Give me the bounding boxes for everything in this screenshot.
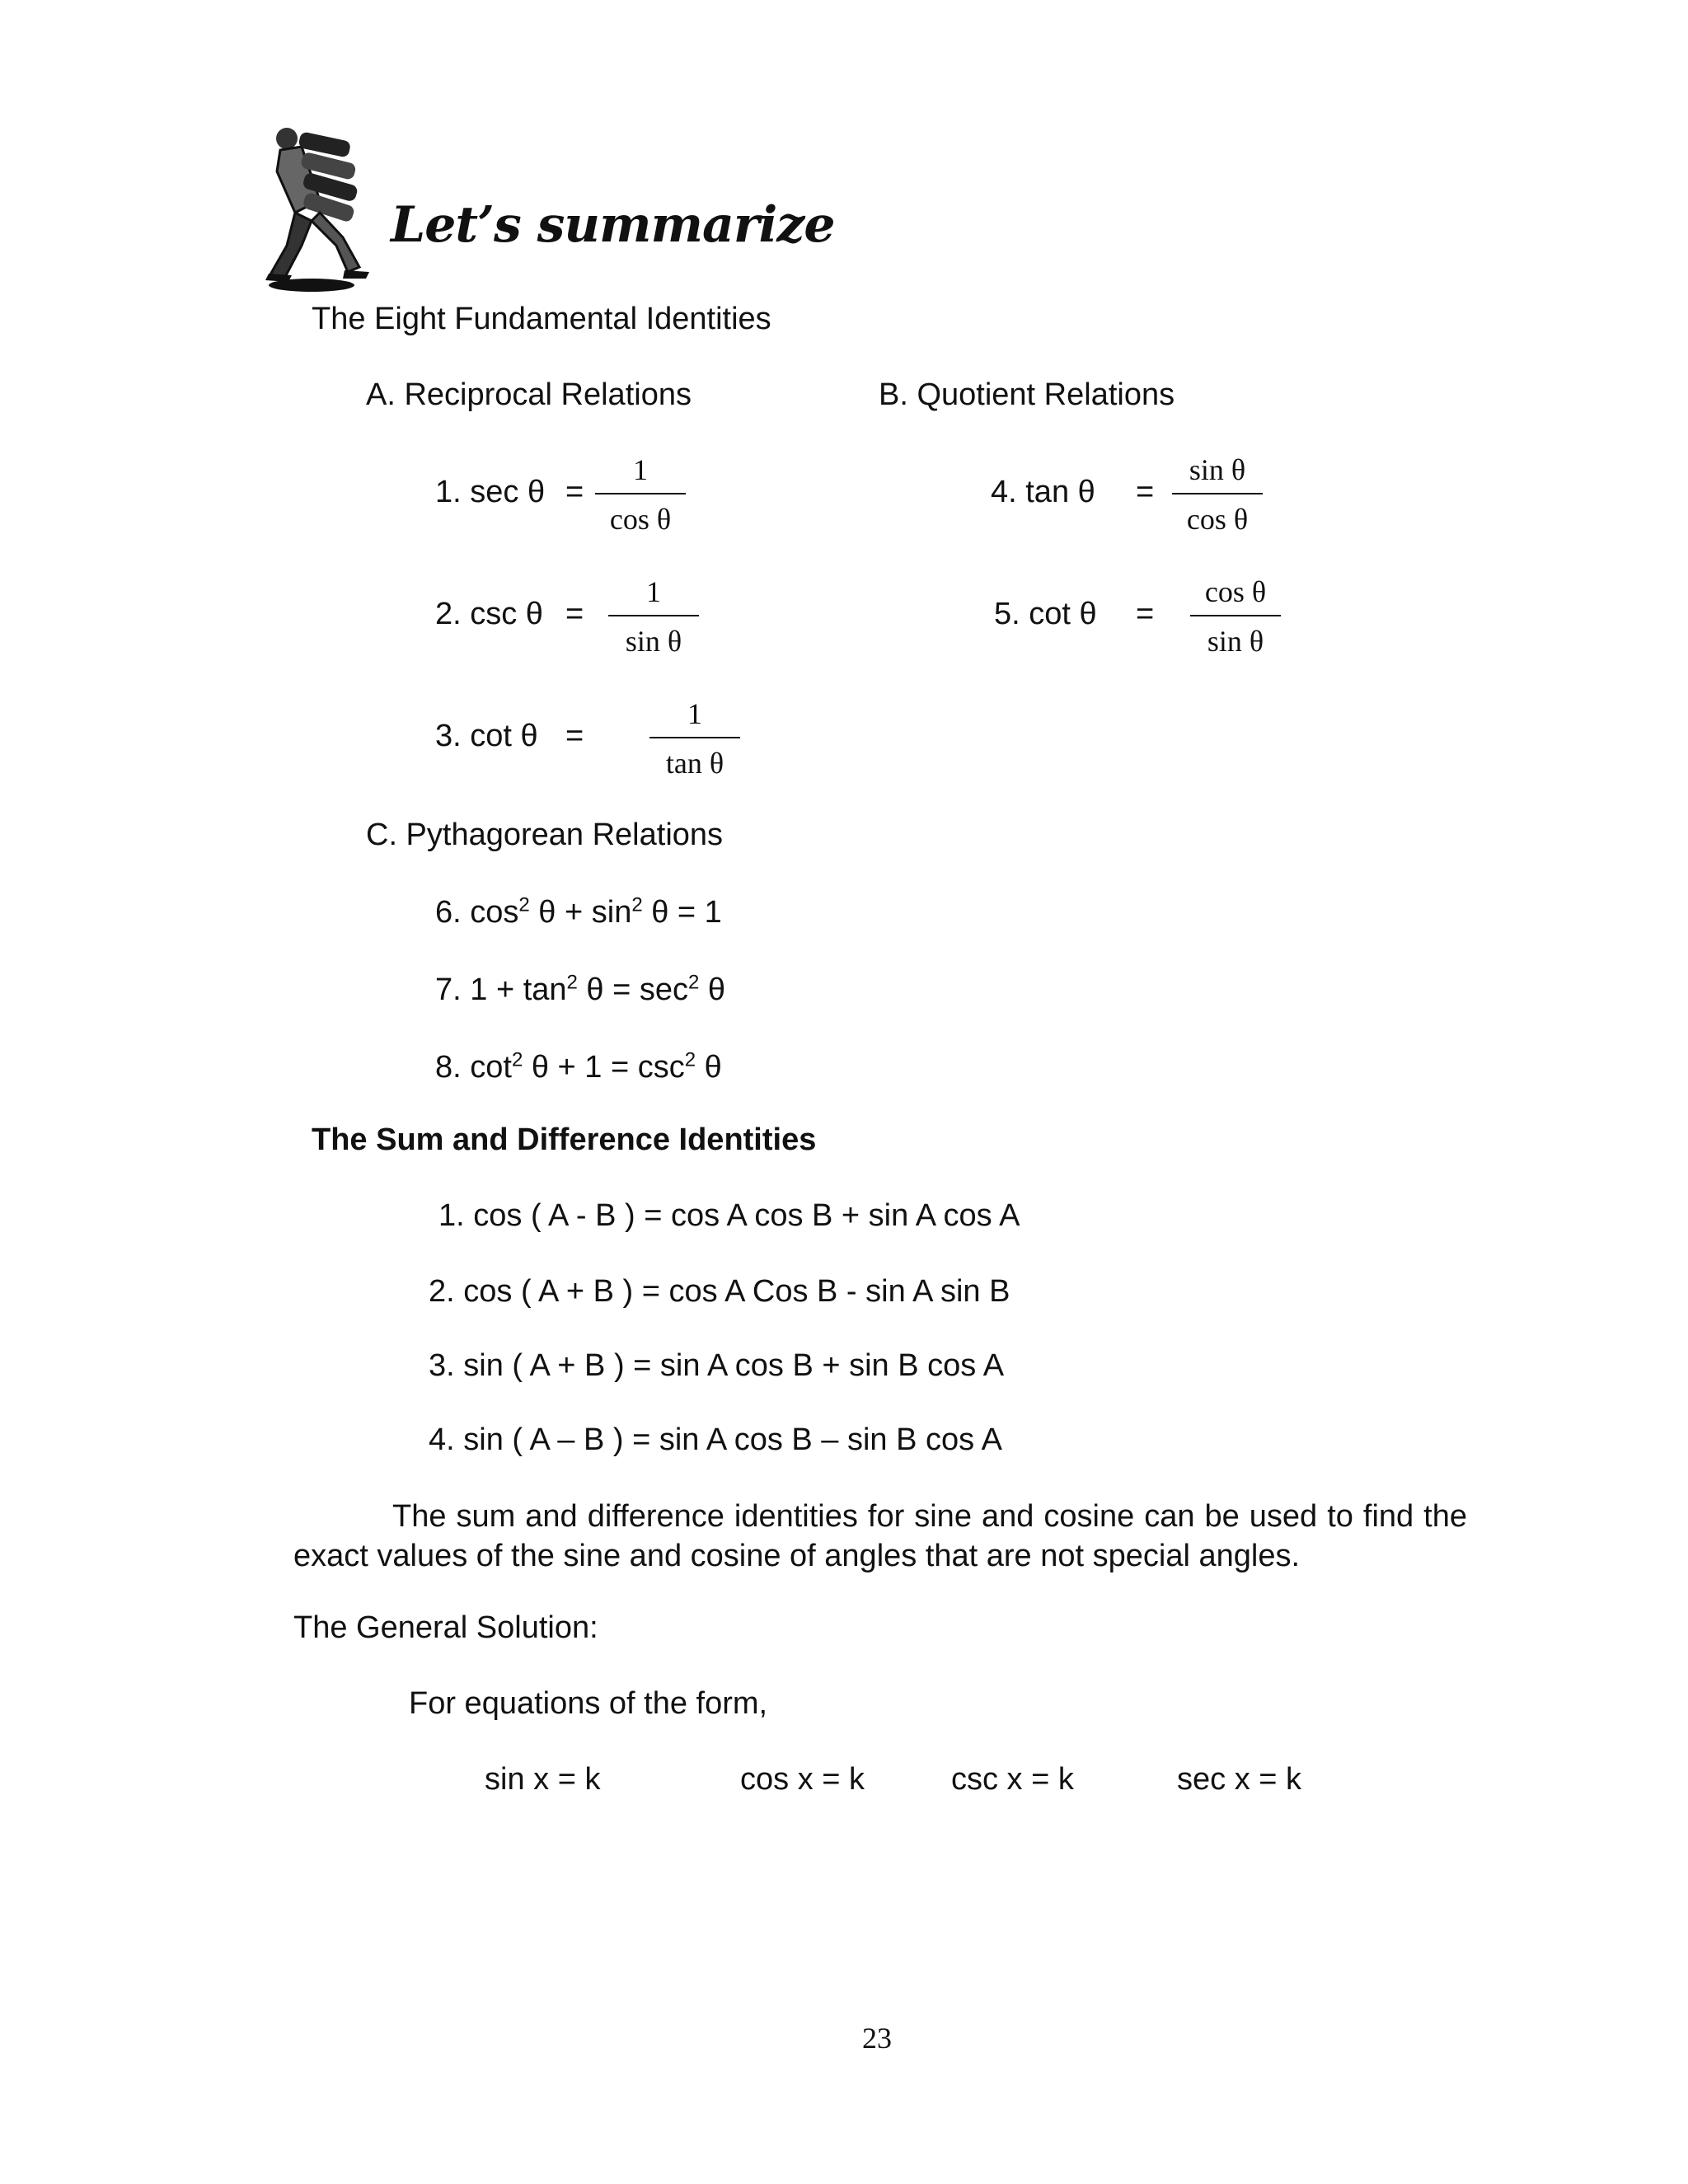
fraction <box>595 455 686 534</box>
equals-sign: = <box>565 475 584 509</box>
identity-text: θ + sin <box>529 895 632 930</box>
fraction <box>649 699 740 778</box>
identity-text: 6. cos <box>435 895 519 930</box>
equation-form: sec x = k <box>1177 1762 1301 1797</box>
fraction-bar <box>1172 493 1263 494</box>
equals-sign: = <box>1136 475 1155 509</box>
section-heading-eight-identities: The Eight Fundamental Identities <box>312 302 771 336</box>
pythagorean-identity <box>435 971 726 1007</box>
identity-text: θ <box>696 1050 722 1085</box>
exponent: 2 <box>688 971 700 994</box>
identity-text: θ = sec <box>577 972 689 1007</box>
exponent: 2 <box>518 893 530 916</box>
identity-text: θ + 1 = csc <box>523 1050 685 1085</box>
identity-text: 8. cot <box>435 1050 512 1085</box>
exponent: 2 <box>631 893 643 916</box>
identity-text: θ <box>699 972 726 1007</box>
exponent: 2 <box>566 971 578 994</box>
explanation-paragraph <box>293 1497 1467 1576</box>
fraction-bar <box>595 493 686 494</box>
fraction <box>1172 455 1263 534</box>
sum-difference-identity: 1. cos ( A - B ) = cos A cos B + sin A cos A <box>438 1198 1020 1233</box>
numerator: sin θ <box>1189 453 1246 486</box>
numerator: cos θ <box>1204 575 1267 608</box>
denominator: tan θ <box>665 747 724 780</box>
fraction-bar <box>649 737 740 738</box>
identity-text: θ = 1 <box>642 895 722 930</box>
paragraph-text: The sum and difference identities for sine and cosine can be used to find the exact values of the sine and cosine of angles that are not special angles. <box>293 1499 1467 1573</box>
denominator: cos θ <box>1186 503 1249 536</box>
person-carrying-books-icon <box>262 122 394 295</box>
subheading-pythagorean: C. Pythagorean Relations <box>366 818 724 852</box>
numerator: 1 <box>646 575 661 608</box>
identity-label: 2. csc θ <box>435 597 543 631</box>
equation-form: cos x = k <box>740 1762 865 1797</box>
pythagorean-identity <box>435 1048 722 1085</box>
denominator: sin θ <box>1207 625 1264 658</box>
identity-label: 5. cot θ <box>994 597 1097 631</box>
pythagorean-identity <box>435 893 722 930</box>
page-number: 23 <box>862 2022 892 2055</box>
sum-difference-identity: 3. sin ( A + B ) = sin A cos B + sin B cos A <box>429 1348 1005 1383</box>
equals-sign: = <box>565 597 584 631</box>
section-heading-general-solution: The General Solution: <box>293 1610 598 1645</box>
fraction-bar <box>1190 615 1281 616</box>
section-heading-sum-difference: The Sum and Difference Identities <box>312 1122 817 1157</box>
sum-difference-identity: 2. cos ( A + B ) = cos A Cos B - sin A sin B <box>429 1274 1010 1309</box>
page-title: Let’s summarize <box>391 196 835 254</box>
denominator: cos θ <box>609 503 672 536</box>
identity-text: 7. 1 + tan <box>435 972 567 1007</box>
general-solution-intro: For equations of the form, <box>409 1686 768 1721</box>
subheading-reciprocal: A. Reciprocal Relations <box>366 377 692 412</box>
identity-label: 3. cot θ <box>435 719 538 753</box>
numerator: 1 <box>633 453 648 486</box>
exponent: 2 <box>684 1048 696 1071</box>
fraction <box>1190 577 1281 656</box>
identity-label: 1. sec θ <box>435 475 546 509</box>
numerator: 1 <box>687 697 702 730</box>
sum-difference-identity: 4. sin ( A – B ) = sin A cos B – sin B cos A <box>429 1422 1002 1457</box>
equals-sign: = <box>565 719 584 753</box>
fraction-bar <box>608 615 699 616</box>
subheading-quotient: B. Quotient Relations <box>879 377 1175 412</box>
equals-sign: = <box>1136 597 1155 631</box>
equation-form: sin x = k <box>485 1762 601 1797</box>
identity-label: 4. tan θ <box>991 475 1095 509</box>
fraction <box>608 577 699 656</box>
denominator: sin θ <box>625 625 682 658</box>
equation-form: csc x = k <box>951 1762 1074 1797</box>
exponent: 2 <box>511 1048 523 1071</box>
header-logo <box>262 122 394 295</box>
